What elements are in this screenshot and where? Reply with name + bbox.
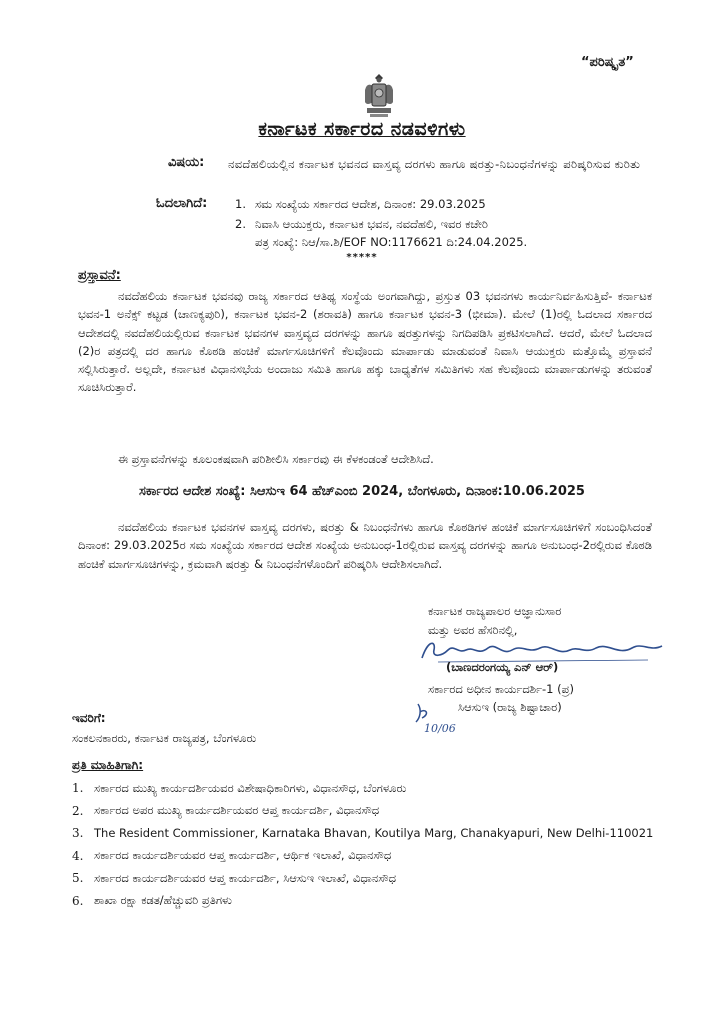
by-order-block — [428, 602, 561, 640]
by-order-line-2: ಮತ್ತು ಅವರ ಹೆಸರಿನಲ್ಲಿ, — [428, 623, 518, 637]
preamble-text: ನವದೆಹಲಿಯ ಕರ್ನಾಟಕ ಭವನವು ರಾಜ್ಯ ಸರ್ಕಾರದ ಆತಿಥ್ಯ ಸಂಸ್ಥೆಯ ಅಂಗವಾಗಿದ್ದು, ಪ್ರಸ್ತುತ 03 ಭವನಗಳು ಕಾರ್ಯನಿರ್ವಹಿಸುತ್ತಿವೆ- ಕರ್ನಾಟಕ ಭವನ-1 ಅನೆಕ್ಸ್ ಕಟ್ಟಡ (ಚಾಣಕ್ಯಪುರಿ), ಕರ್ನಾಟಕ ಭವನ-2 (ಶರಾವತಿ) ಹಾಗೂ ಕರ್ನಾಟಕ ಭವನ-3 (ಭೀಮಾ). ಮೇಲೆ (1)ರಲ್ಲಿ ಓದಲಾದ ಸರ್ಕಾರದ ಆದೇಶದಲ್ಲಿ ನವದೆಹಲಿಯಲ್ಲಿರುವ ಕರ್ನಾಟಕ ಭವನಗಳ ವಾಸ್ತವ್ಯದ ದರಗಳನ್ನು ಹಾಗೂ ಷರತ್ತುಗಳನ್ನು ನಿಗದಿಪಡಿಸಿ ಪ್ರಕಟಿಸಲಾಗಿದೆ. ಆದರೆ, ಮೇಲೆ ಓದಲಾದ (2)ರ ಪತ್ರದಲ್ಲಿ ದರ ಹಾಗೂ ಕೊಠಡಿ ಹಂಚಿಕೆ ಮಾರ್ಗಸೂಚಿಗಳಿಗೆ ಕೆಲವೊಂದು ಮಾರ್ಪಾಡು ಮಾಡುವಂತೆ ನಿವಾಸಿ ಆಯುಕ್ತರು ಮತ್ತೊಮ್ಮೆ ಪ್ರಸ್ತಾವನೆ ಸಲ್ಲಿಸಿರುತ್ತಾರೆ. ಅಲ್ಲದೇ, ಕರ್ನಾಟಕ ವಿಧಾನಸಭೆಯ ಅಂದಾಜು ಸಮಿತಿ ಹಾಗೂ ಹಕ್ಕು ಬಾಧ್ಯತೆಗಳ ಸಮಿತಿಗಳು ಸಹ ಕೆಲವೊಂದು ಮಾರ್ಪಾಡುಗಳನ್ನು ತರುವಂತೆ ಸೂಚಿಸಿರುತ್ತಾರೆ. — [78, 289, 652, 395]
preamble-paragraph — [78, 287, 652, 397]
reference-letter-number: ಪತ್ರ ಸಂಖ್ಯೆ: ನಿಆ/ಸಾ.ಶಿ/EOF NO:1176621 ದಿ:24.04.2025. — [255, 235, 528, 249]
copy-to-list — [72, 777, 672, 912]
revised-tag: “ಪರಿಷ್ಕೃತ” — [581, 55, 634, 70]
references-label: ಓದಲಾಗಿದೆ: — [156, 196, 208, 211]
initials-date: 10/06 — [424, 722, 456, 735]
list-item: 5. ಸರ್ಕಾರದ ಕಾರ್ಯದರ್ಶಿಯವರ ಆಪ್ತ ಕಾರ್ಯದರ್ಶಿ, ಸಿಆಸುಇ ಇಲಾಖೆ, ವಿಧಾನಸೌಧ — [72, 870, 397, 886]
by-order-line-1: ಕರ್ನಾಟಕ ರಾಜ್ಯಪಾಲರ ಆಜ್ಞಾನುಸಾರ — [428, 604, 562, 618]
list-item: 2. ಸರ್ಕಾರದ ಅಪರ ಮುಖ್ಯ ಕಾರ್ಯದರ್ಶಿಯವರ ಆಪ್ತ ಕಾರ್ಯದರ್ಶಿ, ವಿಧಾನಸೌಧ — [72, 803, 380, 818]
order-text: ನವದೆಹಲಿಯ ಕರ್ನಾಟಕ ಭವನಗಳ ವಾಸ್ತವ್ಯ ದರಗಳು, ಷರತ್ತು & ನಿಬಂಧನೆಗಳು ಹಾಗೂ ಕೊಠಡಿಗಳ ಹಂಚಿಕೆ ಮಾರ್ಗಸೂಚಿಗಳಿಗೆ ಸಂಬಂಧಿಸಿದಂತೆ ದಿನಾಂಕ: 29.03.2025ರ ಸಮ ಸಂಖ್ಯೆಯ ಸರ್ಕಾರದ ಆದೇಶ ಸಂಖ್ಯೆಯ ಅನುಬಂಧ-1ರಲ್ಲಿರುವ ವಾಸ್ತವ್ಯ ದರಗಳನ್ನು ಹಾಗೂ ಅನುಬಂಧ-2ರಲ್ಲಿರುವ ಕೊಠಡಿ ಹಂಚಿಕೆ ಮಾರ್ಗಸೂಚಿಗಳನ್ನು, ಕ್ರಮವಾಗಿ ಷರತ್ತು & ನಿಬಂಧನೆಗಳೊಂದಿಗೆ ಪರಿಷ್ಕರಿಸಿ ಆದೇಶಿಸಲಾಗಿದೆ. — [78, 520, 652, 571]
list-item: 4. ಸರ್ಕಾರದ ಕಾರ್ಯದರ್ಶಿಯವರ ಆಪ್ತ ಕಾರ್ಯದರ್ಶಿ, ಆರ್ಥಿಕ ಇಲಾಖೆ, ವಿಧಾನಸೌಧ — [72, 848, 392, 863]
signatory-designation: ಸರ್ಕಾರದ ಅಧೀನ ಕಾರ್ಯದರ್ಶಿ-1 (ಪ್ರ) — [428, 682, 575, 696]
document-title: ಕರ್ನಾಟಕ ಸರ್ಕಾರದ ನಡವಳಿಗಳು — [258, 118, 466, 140]
preamble-heading: ಪ್ರಸ್ತಾವನೆ: — [78, 268, 121, 283]
reference-item-2 — [235, 215, 655, 251]
order-number-line: ಸರ್ಕಾರದ ಆದೇಶ ಸಂಖ್ಯೆ: ಸಿಆಸುಇ 64 ಹೆಚ್‌ಎಂಬಿ 2024, ಬೆಂಗಳೂರು, ದಿನಾಂಕ:10.06.2025 — [139, 484, 585, 499]
section-separator: ***** — [346, 252, 378, 263]
order-paragraph — [78, 518, 652, 573]
copy-to-heading: ಪ್ರತಿ ಮಾಹಿತಿಗಾಗಿ: — [72, 758, 144, 772]
signatory-department: ಸಿಆಸುಇ (ರಾಜ್ಯ ಶಿಷ್ಟಾಚಾರ) — [458, 700, 562, 714]
list-item: 3. The Resident Commissioner, Karnataka Bhavan, Koutilya Marg, Chanakyapuri, New Delhi-110021 — [72, 826, 654, 841]
recipient-heading: ಇವರಿಗೆ: — [72, 711, 106, 725]
recipient-text: ಸಂಕಲನಕಾರರು, ಕರ್ನಾಟಕ ರಾಜ್ಯಪತ್ರ, ಬೆಂಗಳೂರು — [72, 731, 257, 745]
karnataka-emblem-icon — [357, 72, 401, 120]
initials-icon — [410, 700, 470, 736]
reference-number: 2. — [235, 217, 246, 231]
list-item: 1. ಸರ್ಕಾರದ ಮುಖ್ಯ ಕಾರ್ಯದರ್ಶಿಯವರ ವಿಶೇಷಾಧಿಕಾರಿಗಳು, ವಿಧಾನಸೌಧ, ಬೆಂಗಳೂರು — [72, 780, 407, 796]
reference-number: 1. — [235, 197, 246, 211]
subject-label: ವಿಷಯ: — [168, 155, 205, 170]
preamble-note: ಈ ಪ್ರಸ್ತಾವನೆಗಳನ್ನು ಕೂಲಂಕಷವಾಗಿ ಪರಿಶೀಲಿಸಿ ಸರ್ಕಾರವು ಈ ಕೆಳಕಂಡಂತೆ ಆದೇಶಿಸಿದೆ. — [118, 452, 434, 466]
signatory-name: (ಬಾಣದರಂಗಯ್ಯ ಎನ್ ಆರ್) — [446, 660, 559, 674]
reference-text: ಸಮ ಸಂಖ್ಯೆಯ ಸರ್ಕಾರದ ಆದೇಶ, ದಿನಾಂಕ: 29.03.2025 — [255, 197, 486, 211]
reference-text: ನಿವಾಸಿ ಆಯುಕ್ತರು, ಕರ್ನಾಟಕ ಭವನ, ನವದೆಹಲಿ, ಇವರ ಕಚೇರಿ — [255, 217, 488, 231]
reference-item-1 — [235, 197, 655, 212]
subject-text: ನವದೆಹಲಿಯಲ್ಲಿನ ಕರ್ನಾಟಕ ಭವನದ ವಾಸ್ತವ್ಯ ದರಗಳು ಹಾಗೂ ಷರತ್ತು-ನಿಬಂಧನೆಗಳನ್ನು ಪರಿಷ್ಕರಿಸುವ ಕುರಿತು — [228, 157, 641, 171]
list-item: 6. ಶಾಖಾ ರಕ್ಷಾ ಕಡತ/ಹೆಚ್ಚುವರಿ ಪ್ರತಿಗಳು — [72, 893, 232, 908]
